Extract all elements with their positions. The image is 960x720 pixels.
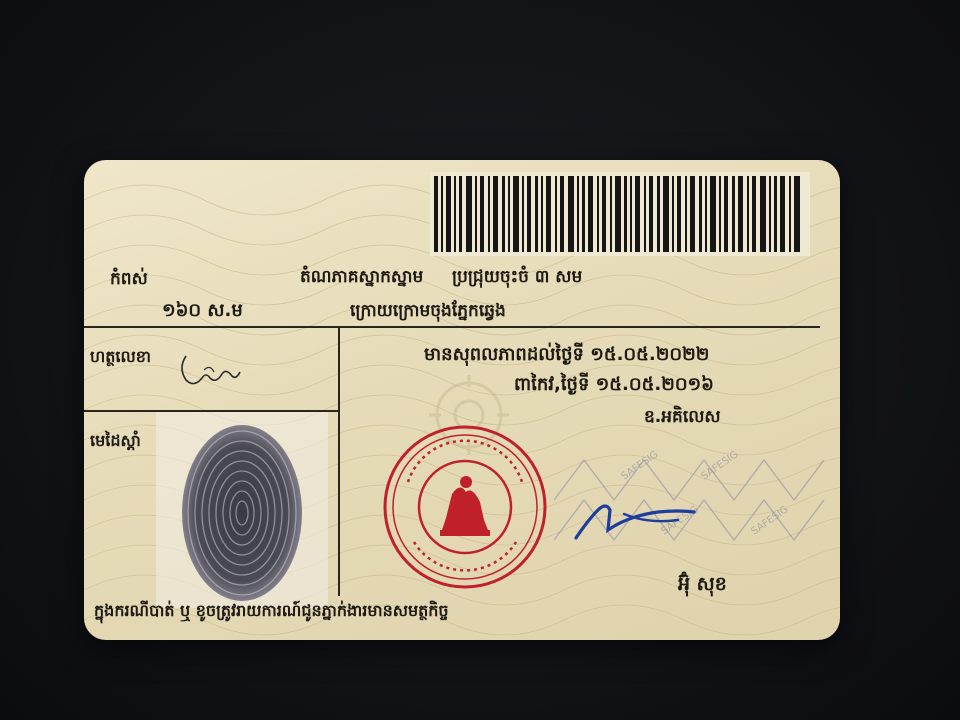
official-title: ឧ.អគិលេស xyxy=(644,407,721,427)
marks-line2: ក្រោយក្រោមចុងភ្នែកឆ្វេង xyxy=(350,301,506,321)
svg-text:SAFESIG: SAFESIG xyxy=(749,504,791,538)
fingerprint-label: មេដៃស្តាំ xyxy=(90,431,141,450)
svg-text:SAFESIG: SAFESIG xyxy=(619,449,661,483)
svg-text:SAFESIG: SAFESIG xyxy=(659,504,701,538)
official-signature-icon xyxy=(568,490,708,550)
valid-until-text: មានសុពលភាពដល់ថ្ងៃទី ១៥.០៥.២០២២ xyxy=(424,344,710,365)
divider-vertical xyxy=(338,326,340,596)
height-label: កំពស់ xyxy=(110,269,148,289)
svg-text:SAFESIG: SAFESIG xyxy=(699,449,741,483)
seal-icon xyxy=(380,422,550,592)
issued-on-text: ពាកៃវ,ថ្ងៃទី ១៥.០៥.២០១៦ xyxy=(514,374,714,395)
divider-top xyxy=(84,326,820,328)
height-value: ១៦០ ស.ម xyxy=(162,300,243,321)
id-card xyxy=(84,160,840,640)
signature-label: ហត្ថលេខា xyxy=(90,347,151,366)
marks-label: តំណភាគស្នាកស្នាម xyxy=(300,267,424,287)
marks-line1: ប្រជ្រុយចុះចំ ៣ សម xyxy=(452,267,583,287)
fingerprint-icon xyxy=(172,418,312,608)
barcode-icon xyxy=(430,172,810,256)
official-name: អ៊ុំ សុខ xyxy=(678,573,727,595)
footer-note: ក្នុងករណីបាត់ ឬ ខូចត្រូវរាយការណ៍ជូនភ្នាក់ងារមានសមត្ថកិច្ច xyxy=(94,601,449,620)
signature-icon xyxy=(176,348,246,394)
